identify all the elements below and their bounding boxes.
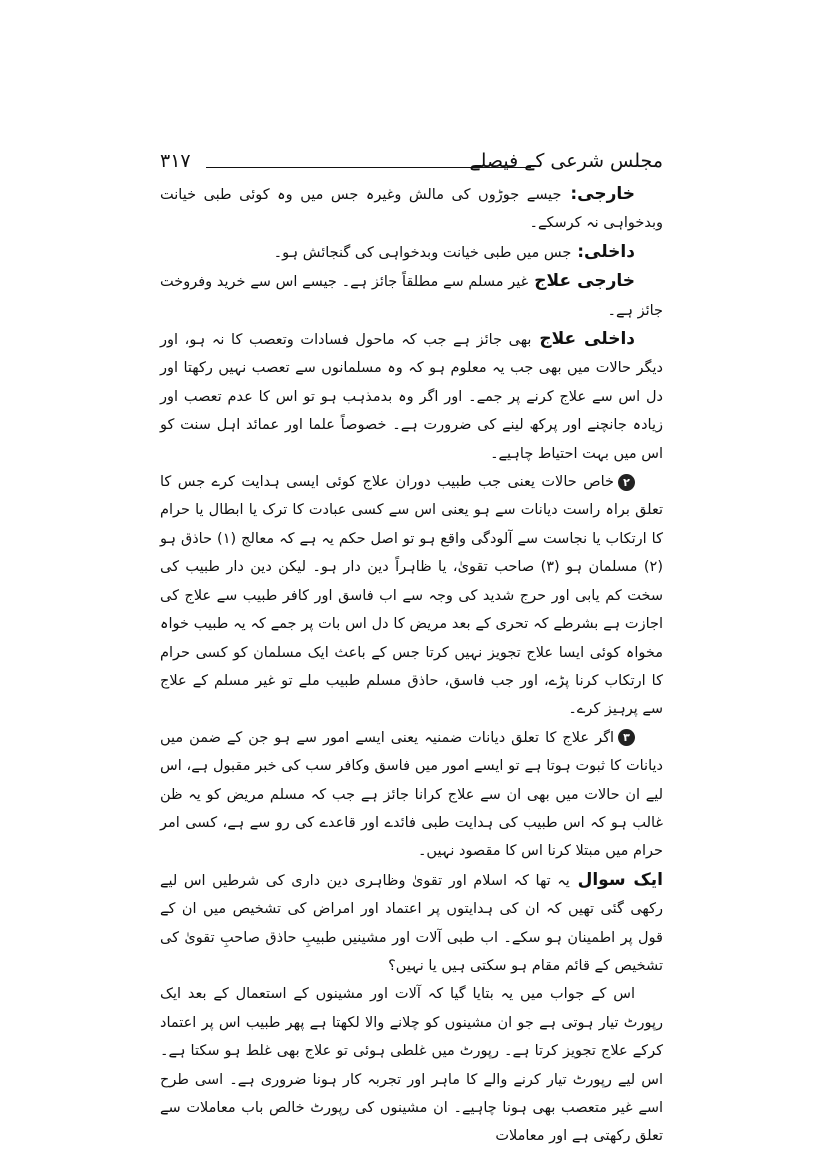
paragraph [160, 267, 663, 325]
paragraph-text: جس میں طبی خیانت وبدخواہی کی گنجائش ہو۔ [273, 244, 572, 261]
page-header [160, 150, 663, 176]
paragraph [160, 325, 663, 468]
paragraph [160, 724, 663, 866]
item-number-badge: ۳ [618, 729, 635, 746]
paragraph-text: غیر مسلم سے مطلقاً جائز ہے۔ جیسے اس سے خرید وفروخت جائز ہے۔ [160, 274, 663, 319]
paragraph [160, 238, 663, 267]
page-body [160, 180, 663, 1151]
paragraph [160, 866, 663, 981]
term-label: داخلی علاج [531, 329, 635, 350]
paragraph [160, 180, 663, 238]
term-label: خارجی: [561, 184, 635, 204]
running-title: مجلس شرعی کے فیصلے [469, 150, 663, 172]
paragraph-text: یہ تھا کہ اسلام اور تقویٰ وظاہری دین داری کی شرطیں اس لیے رکھی گئی تھیں کہ ان کی ہدایتوں پر اعتماد اور امراض کی تشخیص میں ان کے قول پر اطمینان ہو سکے۔ اب طبی آلات اور مشینیں طبیبِ حاذق صاحبِ تقویٰ کی تشخیص کے قائم مقام ہو سکتی ہیں یا نہیں؟ [160, 872, 663, 974]
page-number: ۳۱۷ [160, 150, 191, 172]
term-label: خارجی علاج [528, 271, 635, 292]
paragraph-text: اگر علاج کا تعلق دیانات ضمنیہ یعنی ایسے امور سے ہو جن کے ضمن میں دیانات کا ثبوت ہوتا ہے تو ایسے امور میں فاسق وکافر سب کی خبر مقبول ہے، اس لیے ان حالات میں بھی ان سے علاج کرانا جائز ہے جب کہ مسلم مریض کو یہ ظن غالب ہو کہ اس طبیب کی ہدایت طبی فائدے اور قاعدے کی رو سے ہے، کسی امر حرام میں مبتلا کرنا اس کا مقصود نہیں۔ [160, 729, 663, 860]
paragraph-text: اس کے جواب میں یہ بتایا گیا کہ آلات اور مشینوں کے استعمال کے بعد ایک رپورٹ تیار ہوتی ہے جو ان مشینوں کو چلانے والا لکھتا ہے پھر طبیب اس پر اعتماد کرکے علاج تجویز کرتا ہے۔ رپورٹ میں غلطی ہوئی تو علاج بھی غلط ہو سکتا ہے۔ اس لیے رپورٹ تیار کرنے والے کا ماہر اور تجربہ کار ہونا ضروری ہے۔ اسی طرح اسے غیر متعصب بھی ہونا چاہیے۔ ان مشینوں کی رپورٹ خالص باب معاملات سے تعلق رکھتی ہے اور معاملات [160, 986, 663, 1145]
item-number-badge: ۲ [618, 474, 635, 491]
paragraph [160, 980, 663, 1150]
paragraph [160, 468, 663, 724]
paragraph-text: جیسے جوڑوں کی مالش وغیرہ جس میں وہ کوئی طبی خیانت وبدخواہی نہ کرسکے۔ [160, 187, 663, 232]
term-label: داخلی: [571, 241, 635, 262]
paragraph-text: بھی جائز ہے جب کہ ماحول فسادات وتعصب کا نہ ہو، اور دیگر حالات میں بھی جب یہ معلوم ہو کہ وہ مسلمانوں سے تعصب نہیں رکھتا اور دل اس سے علاج کرنے پر جمے۔ اور اگر وہ بدمذہب ہو تو اس کا عدم تعصب اور زیادہ جانچنے اور پرکھ لینے کی ضرورت ہے۔ خصوصاً علما اور عمائد اہل سنت کو اس میں بہت احتیاط چاہیے۔ [160, 332, 663, 462]
paragraph-text: خاص حالات یعنی جب طبیب دوران علاج کوئی ایسی ہدایت کرے جس کا تعلق براہ راست دیانات سے ہو یعنی اس سے کسی عبادت کا ترک یا ابطال یا حرام کا ارتکاب یا نجاست سے آلودگی واقع ہو تو اصل حکم یہ ہے کہ معالج (۱) حاذق ہو (۲) مسلمان ہو (۳) صاحب تقویٰ، یا ظاہراً دین دار ہو۔ لیکن دین دار طبیب کی سخت کم یابی اور حرج شدید کی وجہ سے اب فاسق اور کافر طبیب سے علاج کی اجازت ہے بشرطے کہ تحری کے بعد مریض کا دل اس بات پر جمے کہ یہ طبیب خواہ مخواہ کوئی ایسا علاج تجویز نہیں کرتا جس کے باعث ایک مسلمان کو کسی حرام کا ارتکاب کرنا پڑے، اور جب فاسق، حاذق مسلم طبیب ملے تو غیر مسلم کے علاج سے پرہیز کرے۔ [160, 474, 663, 718]
header-rule [206, 167, 531, 168]
term-label: ایک سوال [569, 869, 663, 890]
